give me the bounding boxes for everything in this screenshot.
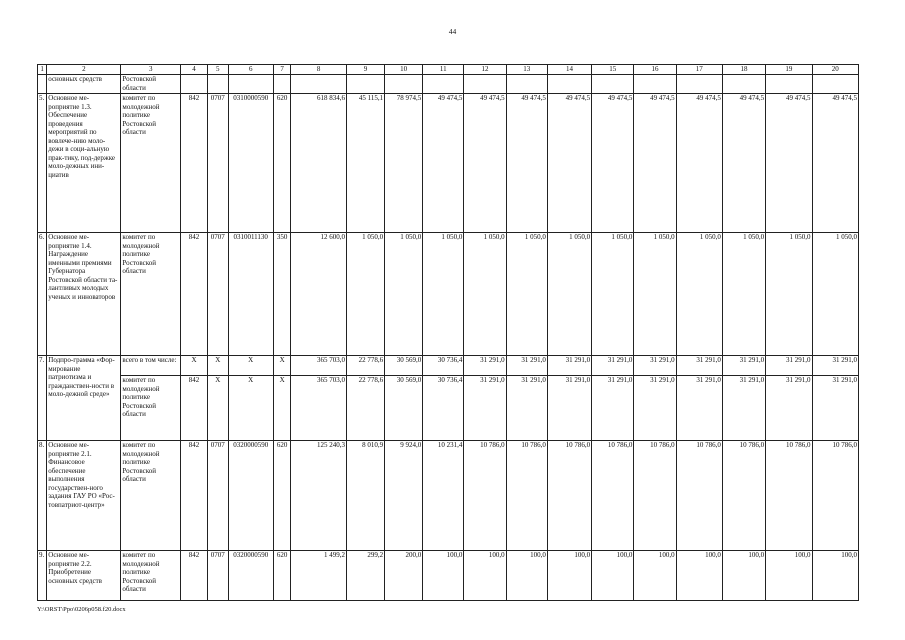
measure-name: Основное ме-роприятие 1.3. Обеспечение проведения мероприятий по вовлече-нию моло-дежи в соци-альную прак-тику, под-держке моло-дежных ини-циатив <box>47 94 121 233</box>
code-csr <box>228 75 273 94</box>
amount-cell: 100,0 <box>634 551 676 601</box>
amount-cell: 12 600,0 <box>291 233 347 356</box>
executor: комитет по молодежной политике Ростовской области <box>121 233 181 356</box>
amount-cell: 100,0 <box>812 551 858 601</box>
column-header: 9 <box>346 65 384 75</box>
code-vr: 620 <box>273 551 291 601</box>
code-csr: X <box>228 356 273 376</box>
amount-cell <box>592 75 634 94</box>
column-header: 2 <box>47 65 121 75</box>
amount-cell <box>346 75 384 94</box>
row-number: 8. <box>38 441 47 551</box>
column-header: 20 <box>812 65 858 75</box>
amount-cell: 31 291,0 <box>592 376 634 441</box>
amount-cell: 31 291,0 <box>634 356 676 376</box>
code-vr: 620 <box>273 441 291 551</box>
amount-cell: 1 499,2 <box>291 551 347 601</box>
amount-cell: 1 050,0 <box>385 233 423 356</box>
table-subrow <box>38 376 859 441</box>
amount-cell: 31 291,0 <box>676 356 722 376</box>
amount-cell: 1 050,0 <box>464 233 506 356</box>
amount-cell <box>676 75 722 94</box>
amount-cell <box>766 75 812 94</box>
column-header: 7 <box>273 65 291 75</box>
amount-cell <box>634 75 676 94</box>
amount-cell: 100,0 <box>464 551 506 601</box>
amount-cell: 100,0 <box>547 551 591 601</box>
amount-cell: 31 291,0 <box>812 376 858 441</box>
code-vr: 620 <box>273 94 291 233</box>
amount-cell: 10 786,0 <box>634 441 676 551</box>
amount-cell: 31 291,0 <box>464 356 506 376</box>
amount-cell: 9 924,0 <box>385 441 423 551</box>
code-grbs: 842 <box>181 376 208 441</box>
amount-cell: 10 786,0 <box>464 441 506 551</box>
code-grbs: 842 <box>181 551 208 601</box>
table-row <box>38 356 859 376</box>
column-header: 15 <box>592 65 634 75</box>
amount-cell <box>464 75 506 94</box>
amount-cell: 49 474,5 <box>722 94 765 233</box>
amount-cell <box>812 75 858 94</box>
amount-cell: 31 291,0 <box>506 376 547 441</box>
amount-cell: 1 050,0 <box>766 233 812 356</box>
amount-cell: 100,0 <box>592 551 634 601</box>
table-row <box>38 94 859 233</box>
executor: всего в том числе: <box>121 356 181 376</box>
amount-cell: 49 474,5 <box>547 94 591 233</box>
amount-cell: 49 474,5 <box>592 94 634 233</box>
amount-cell: 125 240,3 <box>291 441 347 551</box>
amount-cell: 49 474,5 <box>634 94 676 233</box>
amount-cell: 618 834,6 <box>291 94 347 233</box>
code-vr: X <box>273 376 291 441</box>
amount-cell: 30 736,4 <box>423 356 464 376</box>
code-grbs <box>181 75 208 94</box>
code-csr: 0320000590 <box>228 551 273 601</box>
amount-cell <box>506 75 547 94</box>
amount-cell: 10 786,0 <box>676 441 722 551</box>
amount-cell: 10 786,0 <box>722 441 765 551</box>
code-grbs: 842 <box>181 94 208 233</box>
code-rzpr: 0707 <box>207 551 228 601</box>
code-grbs: X <box>181 356 208 376</box>
column-header: 13 <box>506 65 547 75</box>
executor: Ростовской области <box>121 75 181 94</box>
measure-name: основных средств <box>47 75 121 94</box>
amount-cell: 1 050,0 <box>676 233 722 356</box>
amount-cell: 31 291,0 <box>722 376 765 441</box>
column-header: 11 <box>423 65 464 75</box>
column-header: 10 <box>385 65 423 75</box>
code-csr: 0310011130 <box>228 233 273 356</box>
amount-cell: 31 291,0 <box>506 356 547 376</box>
amount-cell: 1 050,0 <box>634 233 676 356</box>
amount-cell: 49 474,5 <box>464 94 506 233</box>
column-header: 14 <box>547 65 591 75</box>
amount-cell: 100,0 <box>423 551 464 601</box>
row-number: 9. <box>38 551 47 601</box>
amount-cell: 1 050,0 <box>423 233 464 356</box>
amount-cell: 31 291,0 <box>766 376 812 441</box>
amount-cell <box>547 75 591 94</box>
amount-cell: 1 050,0 <box>592 233 634 356</box>
file-path-footer: Y:\ORST\Ppo\0206p058.f20.docx <box>37 606 126 613</box>
amount-cell: 49 474,5 <box>812 94 858 233</box>
code-grbs: 842 <box>181 441 208 551</box>
amount-cell: 31 291,0 <box>812 356 858 376</box>
column-header: 12 <box>464 65 506 75</box>
amount-cell: 1 050,0 <box>722 233 765 356</box>
amount-cell: 49 474,5 <box>766 94 812 233</box>
amount-cell: 30 736,4 <box>423 376 464 441</box>
amount-cell: 10 786,0 <box>766 441 812 551</box>
amount-cell: 22 778,6 <box>346 376 384 441</box>
amount-cell: 31 291,0 <box>722 356 765 376</box>
budget-table <box>37 64 859 601</box>
column-header: 3 <box>121 65 181 75</box>
amount-cell: 365 703,0 <box>291 356 347 376</box>
amount-cell: 31 291,0 <box>464 376 506 441</box>
executor: комитет по молодежной политике Ростовской области <box>121 441 181 551</box>
measure-name: Основное ме-роприятие 1.4. Награждение именными премиями Губернатора Ростовской области та-лантливых молодых ученых и инноваторов <box>47 233 121 356</box>
amount-cell: 49 474,5 <box>506 94 547 233</box>
amount-cell: 45 115,1 <box>346 94 384 233</box>
amount-cell: 49 474,5 <box>676 94 722 233</box>
table-row <box>38 551 859 601</box>
column-header: 6 <box>228 65 273 75</box>
amount-cell: 1 050,0 <box>547 233 591 356</box>
row-number: 5. <box>38 94 47 233</box>
row-number <box>38 75 47 94</box>
executor: комитет по молодежной политике Ростовской области <box>121 551 181 601</box>
amount-cell: 31 291,0 <box>766 356 812 376</box>
code-csr: 0320000590 <box>228 441 273 551</box>
measure-name: Основное ме-роприятие 2.1. Финансовое обеспечение выполнения государствен-ного задания ГАУ РО «Рос-товпатриот-центр» <box>47 441 121 551</box>
table-row <box>38 75 859 94</box>
column-header: 4 <box>181 65 208 75</box>
amount-cell: 22 778,6 <box>346 356 384 376</box>
amount-cell: 100,0 <box>676 551 722 601</box>
code-rzpr: X <box>207 356 228 376</box>
amount-cell: 30 569,0 <box>385 376 423 441</box>
code-csr: X <box>228 376 273 441</box>
amount-cell: 8 010,9 <box>346 441 384 551</box>
header-row <box>38 65 859 75</box>
amount-cell: 365 703,0 <box>291 376 347 441</box>
code-vr: 350 <box>273 233 291 356</box>
amount-cell: 299,2 <box>346 551 384 601</box>
amount-cell: 31 291,0 <box>592 356 634 376</box>
code-rzpr <box>207 75 228 94</box>
table-row <box>38 441 859 551</box>
amount-cell: 1 050,0 <box>506 233 547 356</box>
amount-cell: 31 291,0 <box>547 376 591 441</box>
amount-cell <box>423 75 464 94</box>
page-number: 44 <box>448 27 457 36</box>
code-rzpr: 0707 <box>207 441 228 551</box>
code-rzpr: X <box>207 376 228 441</box>
column-header: 16 <box>634 65 676 75</box>
code-csr: 0310000590 <box>228 94 273 233</box>
amount-cell: 10 786,0 <box>812 441 858 551</box>
code-vr <box>273 75 291 94</box>
measure-name: Основное ме-роприятие 2.2. Приобретение основных средств <box>47 551 121 601</box>
executor: комитет по молодежной политике Ростовской области <box>121 94 181 233</box>
amount-cell <box>291 75 347 94</box>
amount-cell: 31 291,0 <box>676 376 722 441</box>
amount-cell: 200,0 <box>385 551 423 601</box>
amount-cell: 100,0 <box>722 551 765 601</box>
executor: комитет по молодежной политике Ростовской области <box>121 376 181 441</box>
column-header: 19 <box>766 65 812 75</box>
amount-cell: 1 050,0 <box>812 233 858 356</box>
code-rzpr: 0707 <box>207 233 228 356</box>
code-vr: X <box>273 356 291 376</box>
amount-cell <box>385 75 423 94</box>
code-rzpr: 0707 <box>207 94 228 233</box>
amount-cell: 10 786,0 <box>506 441 547 551</box>
amount-cell: 31 291,0 <box>634 376 676 441</box>
amount-cell: 31 291,0 <box>547 356 591 376</box>
amount-cell: 10 231,4 <box>423 441 464 551</box>
amount-cell: 10 786,0 <box>592 441 634 551</box>
amount-cell: 10 786,0 <box>547 441 591 551</box>
code-grbs: 842 <box>181 233 208 356</box>
column-header: 18 <box>722 65 765 75</box>
amount-cell: 78 974,5 <box>385 94 423 233</box>
column-header: 1 <box>38 65 47 75</box>
table-row <box>38 233 859 356</box>
column-header: 8 <box>291 65 347 75</box>
row-number: 7. <box>38 356 47 441</box>
column-header: 5 <box>207 65 228 75</box>
amount-cell: 49 474,5 <box>423 94 464 233</box>
row-number: 6. <box>38 233 47 356</box>
amount-cell: 30 569,0 <box>385 356 423 376</box>
column-header: 17 <box>676 65 722 75</box>
measure-name: Подпро-грамма «Фор-мирование патриотизма и гражданствен-ности в моло-дежной среде» <box>47 356 121 441</box>
amount-cell: 100,0 <box>506 551 547 601</box>
amount-cell: 100,0 <box>766 551 812 601</box>
amount-cell: 1 050,0 <box>346 233 384 356</box>
amount-cell <box>722 75 765 94</box>
